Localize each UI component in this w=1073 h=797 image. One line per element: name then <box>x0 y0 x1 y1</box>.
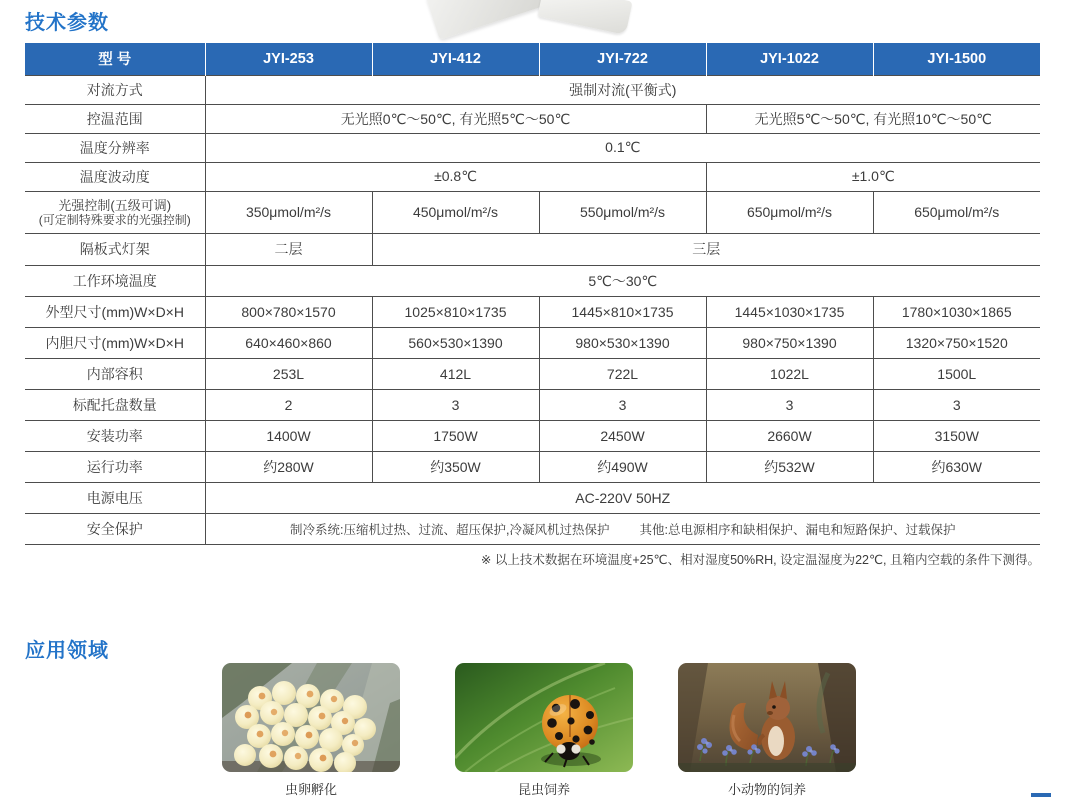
row-label: 电源电压 <box>25 482 205 513</box>
spec-row <box>25 513 1040 544</box>
spec-value-cell: 1780×1030×1865 <box>873 296 1040 327</box>
spec-value-cell: 无光照0℃～50℃, 有光照5℃～50℃ <box>205 104 706 133</box>
spec-value-cell: 350μmol/m²/s <box>205 191 372 233</box>
spec-value-cell: 253L <box>205 358 372 389</box>
spec-value-cell: 1400W <box>205 420 372 451</box>
spec-value-cell: 三层 <box>372 233 1040 265</box>
spec-value-cell: 3 <box>706 389 873 420</box>
row-label: 控温范围 <box>25 104 205 133</box>
spec-row <box>25 451 1040 482</box>
spec-value-cell: 二层 <box>205 233 372 265</box>
row-label: 标配托盘数量 <box>25 389 205 420</box>
spec-value-cell: 约490W <box>539 451 706 482</box>
spec-value-cell: 650μmol/m²/s <box>873 191 1040 233</box>
spec-row <box>25 104 1040 133</box>
spec-table-header <box>25 43 1040 75</box>
row-label: 安装功率 <box>25 420 205 451</box>
row-label: 温度分辨率 <box>25 133 205 162</box>
spec-value-cell: 1025×810×1735 <box>372 296 539 327</box>
model-name-cell: JYI-412 <box>372 43 539 75</box>
spec-value-cell: 0.1℃ <box>205 133 1040 162</box>
spec-value-cell: 3 <box>873 389 1040 420</box>
spec-row <box>25 482 1040 513</box>
spec-row <box>25 75 1040 104</box>
spec-value-cell: 约350W <box>372 451 539 482</box>
spec-value-cell: 800×780×1570 <box>205 296 372 327</box>
spec-value-cell: 1445×810×1735 <box>539 296 706 327</box>
spec-value-cell: 640×460×860 <box>205 327 372 358</box>
spec-value-cell: 无光照5℃～50℃, 有光照10℃～50℃ <box>706 104 1040 133</box>
model-name-cell: JYI-1500 <box>873 43 1040 75</box>
spec-value-cell: 3 <box>372 389 539 420</box>
row-label: 工作环境温度 <box>25 265 205 296</box>
spec-value-cell: ±0.8℃ <box>205 162 706 191</box>
squirrel-photo <box>678 663 856 772</box>
spec-value-cell: 722L <box>539 358 706 389</box>
model-header-cell: 型 号 <box>25 43 205 75</box>
spec-row <box>25 420 1040 451</box>
spec-value-cell: 1022L <box>706 358 873 389</box>
tech-params-title: 技术参数 <box>25 12 109 34</box>
row-label: 内胆尺寸(mm)W×D×H <box>25 327 205 358</box>
spec-footnote: ※ 以上技术数据在环境温度+25℃、相对湿度50%RH, 设定温湿度为22℃, 且箱内空载的条件下测得。 <box>480 553 1040 567</box>
spec-value-cell: 450μmol/m²/s <box>372 191 539 233</box>
model-name-cell: JYI-1022 <box>706 43 873 75</box>
spec-value-cell: 强制对流(平衡式) <box>205 75 1040 104</box>
spec-row <box>25 162 1040 191</box>
spec-value-cell: AC-220V 50HZ <box>205 482 1040 513</box>
spec-row <box>25 296 1040 327</box>
spec-row <box>25 133 1040 162</box>
row-label: 运行功率 <box>25 451 205 482</box>
spec-table <box>25 43 1040 545</box>
product-image-fragment <box>420 0 650 28</box>
spec-row <box>25 265 1040 296</box>
spec-value-cell: 1445×1030×1735 <box>706 296 873 327</box>
spec-value-cell: 3150W <box>873 420 1040 451</box>
ladybug-photo <box>455 663 633 772</box>
spec-value-cell: 制冷系统:压缩机过热、过流、超压保护,冷凝风机过热保护 其他:总电源相序和缺相保护、漏电和短路保护、过载保护 <box>205 513 1040 544</box>
spec-value-cell: 560×530×1390 <box>372 327 539 358</box>
spec-value-cell: 1500L <box>873 358 1040 389</box>
spec-table-wrap <box>25 43 1040 545</box>
spec-value-cell: ±1.0℃ <box>706 162 1040 191</box>
spec-value-cell: 412L <box>372 358 539 389</box>
spec-value-cell: 1320×750×1520 <box>873 327 1040 358</box>
spec-value-cell: 550μmol/m²/s <box>539 191 706 233</box>
application-figure <box>678 663 856 797</box>
application-figure <box>222 663 400 797</box>
spec-value-cell: 约630W <box>873 451 1040 482</box>
spec-value-cell: 980×530×1390 <box>539 327 706 358</box>
spec-value-cell: 2 <box>205 389 372 420</box>
spec-value-cell: 约280W <box>205 451 372 482</box>
spec-value-cell: 2450W <box>539 420 706 451</box>
row-label: 光强控制(五级可调) (可定制特殊要求的光强控制) <box>25 191 205 233</box>
spec-value-cell: 980×750×1390 <box>706 327 873 358</box>
applications-title: 应用领域 <box>25 640 109 662</box>
footer-accent-bar <box>1031 793 1051 797</box>
spec-value-cell: 3 <box>539 389 706 420</box>
spec-value-cell: 1750W <box>372 420 539 451</box>
application-caption: 虫卵孵化 <box>284 782 337 797</box>
insect-eggs-photo <box>222 663 400 772</box>
row-label: 安全保护 <box>25 513 205 544</box>
application-figure <box>455 663 633 797</box>
spec-value-cell: 2660W <box>706 420 873 451</box>
spec-row <box>25 389 1040 420</box>
spec-value-cell: 5℃～30℃ <box>205 265 1040 296</box>
row-label: 隔板式灯架 <box>25 233 205 265</box>
model-name-cell: JYI-253 <box>205 43 372 75</box>
spec-row <box>25 358 1040 389</box>
spec-row <box>25 327 1040 358</box>
application-caption: 昆虫饲养 <box>517 782 570 797</box>
spec-row <box>25 233 1040 265</box>
spec-value-cell: 650μmol/m²/s <box>706 191 873 233</box>
application-caption: 小动物的饲养 <box>727 782 806 797</box>
spec-value-cell: 约532W <box>706 451 873 482</box>
row-label: 外型尺寸(mm)W×D×H <box>25 296 205 327</box>
row-label: 温度波动度 <box>25 162 205 191</box>
row-label: 对流方式 <box>25 75 205 104</box>
row-label: 内部容积 <box>25 358 205 389</box>
spec-row <box>25 191 1040 233</box>
model-name-cell: JYI-722 <box>539 43 706 75</box>
